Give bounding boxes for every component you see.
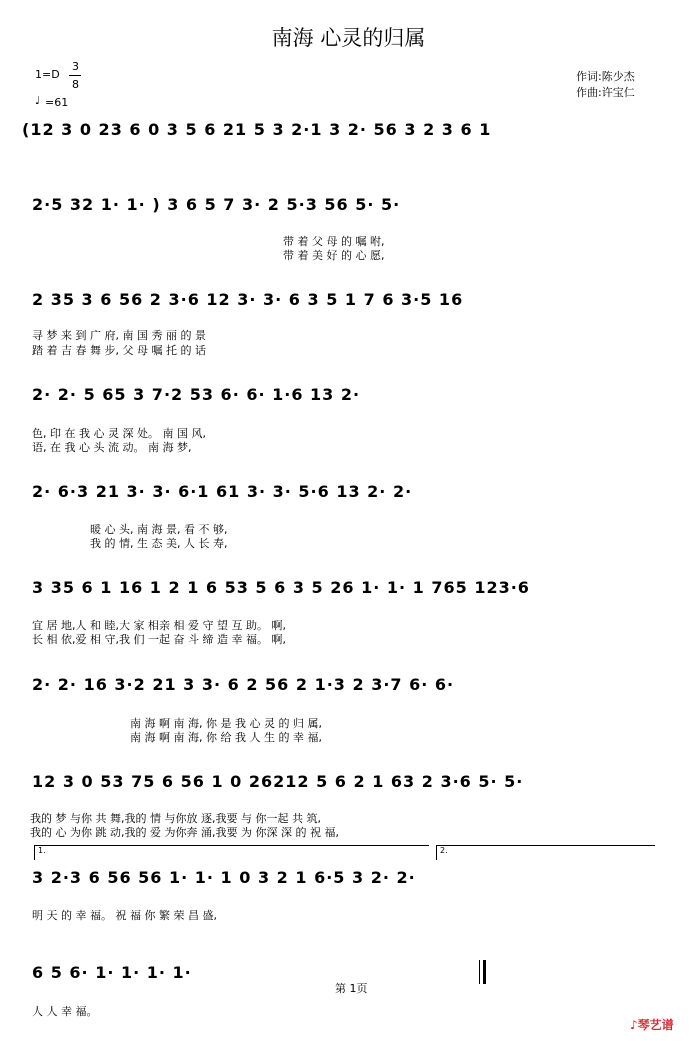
time-signature-top: 3	[72, 60, 79, 73]
lyric-line-2a: 带 着 父 母 的 嘱 咐,	[283, 235, 385, 248]
second-ending-bracket	[436, 845, 655, 860]
logo-text: 琴艺谱	[637, 1018, 674, 1032]
quarter-note-icon: ♩	[35, 94, 41, 107]
notation-line-4: 2· 2· 5 65 3 7·2 53 6· 6· 1·6 13 2·	[32, 385, 361, 404]
lyric-line-5b: 我 的 情, 生 态 美, 人 长 寿,	[90, 537, 228, 550]
lyric-line-3b: 踏 着 吉 春 舞 步, 父 母 嘱 托 的 话	[32, 344, 206, 357]
notation-line-2: 2·5 32 1· 1· ) 3 6 5 7 3· 2 5·3 56 5· 5·	[32, 195, 401, 214]
notation-line-8: 12 3 0 53 75 6 56 1 0 26212 5 6 2 1 63 2 3·6 5· 5·	[32, 772, 524, 791]
notation-line-9: 3 2·3 6 56 56 1· 1· 1 0 3 2 1 6·5 3 2· 2·	[32, 868, 416, 887]
lyric-line-3a: 寻 梦 来 到 广 府, 南 国 秀 丽 的 景	[32, 329, 206, 342]
lyric-line-4a: 色, 印 在 我 心 灵 深 处。 南 国 风,	[32, 427, 206, 440]
notation-line-3: 2 35 3 6 56 2 3·6 12 3· 3· 6 3 5 1 7 6 3·5 16	[32, 290, 464, 309]
lyric-line-7a: 南 海 啊 南 海, 你 是 我 心 灵 的 归 属,	[130, 717, 322, 730]
lyricist-credit: 作词:陈少杰	[576, 70, 635, 83]
lyric-line-2b: 带 着 美 好 的 心 愿,	[283, 249, 385, 262]
page-title: 南海 心灵的归属	[271, 26, 426, 50]
time-signature-bottom: 8	[72, 78, 79, 91]
key-signature: 1=D	[35, 68, 60, 81]
lyric-line-6b: 长 相 依,爱 相 守,我 们 一起 奋 斗 缔 造 幸 福。 啊,	[32, 633, 286, 646]
final-barline-thin	[479, 960, 480, 984]
lyric-line-5a: 暖 心 头, 南 海 景, 看 不 够,	[90, 523, 228, 536]
second-ending-label: 2.	[440, 846, 448, 855]
site-logo	[630, 1016, 674, 1033]
composer-credit: 作曲:许宝仁	[576, 86, 635, 99]
notation-line-5: 2· 6·3 21 3· 3· 6·1 61 3· 3· 5·6 13 2· 2·	[32, 482, 413, 501]
lyric-line-10a: 人 人 幸 福。	[32, 1005, 98, 1018]
notation-line-10: 6 5 6· 1· 1· 1· 1·	[32, 963, 192, 982]
page-number: 第 1页	[335, 982, 368, 995]
lyric-line-8b: 我的 心 为你 跳 动,我的 爱 为你奔 涌,我要 为 你深 深 的 祝 福,	[30, 826, 339, 839]
logo-icon: ♪	[630, 1018, 638, 1032]
tempo-marking: =61	[45, 96, 69, 109]
lyric-line-6a: 宜 居 地,人 和 睦,大 家 相亲 相 爱 守 望 互 助。 啊,	[32, 619, 286, 632]
final-barline-thick	[483, 960, 486, 984]
lyric-line-7b: 南 海 啊 南 海, 你 给 我 人 生 的 幸 福,	[130, 731, 322, 744]
lyric-line-8a: 我的 梦 与你 共 舞,我的 情 与你放 逐,我要 与 你一起 共 筑,	[30, 812, 321, 825]
first-ending-bracket	[34, 845, 429, 860]
first-ending-label: 1.	[38, 846, 46, 855]
lyric-line-9a: 明 天 的 幸 福。 祝 福 你 繁 荣 昌 盛,	[32, 909, 217, 922]
lyric-line-4b: 语, 在 我 心 头 流 动。 南 海 梦,	[32, 441, 192, 454]
notation-line-7: 2· 2· 16 3·2 21 3 3· 6 2 56 2 1·3 2 3·7 6· 6·	[32, 675, 455, 694]
time-signature-line	[69, 75, 81, 76]
notation-line-1: (12 3 0 23 6 0 3 5 6 21 5 3 2·1 3 2· 56 3 2 3 6 1	[22, 120, 492, 139]
notation-line-6: 3 35 6 1 16 1 2 1 6 53 5 6 3 5 26 1· 1· 1 765 123·6	[32, 578, 530, 597]
